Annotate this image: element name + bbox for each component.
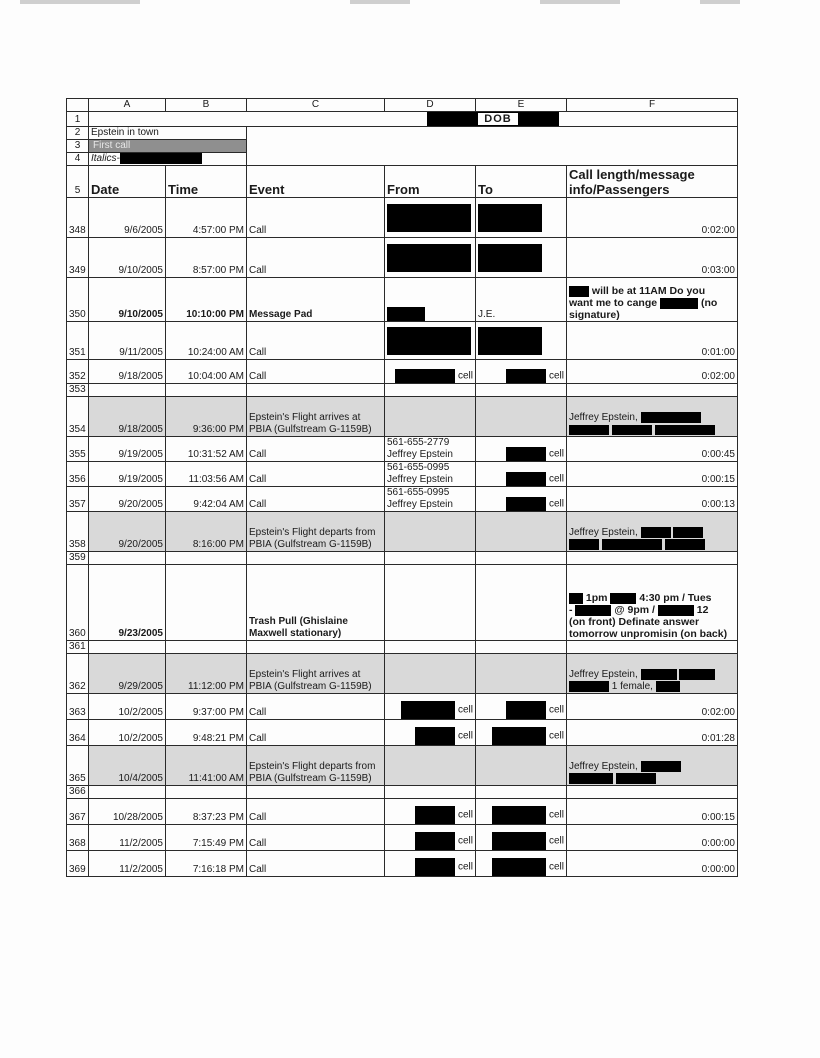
event-cell: Call [247,322,385,360]
info-cell: 0:00:15 [567,462,738,487]
date-cell: 9/19/2005 [89,462,166,487]
date-cell: 9/19/2005 [89,437,166,462]
time-cell: 4:57:00 PM [166,198,247,238]
corner-cell [67,99,89,112]
cell-label: cell [548,448,564,460]
message-text: (no [700,297,718,310]
legend-italics [89,153,247,166]
trash-note: 12 [696,604,709,617]
column-header-row [67,99,738,112]
row-number: 348 [67,198,89,238]
to-cell [476,825,567,851]
row-number: 367 [67,799,89,825]
table-row [67,384,738,397]
spreadsheet [66,98,738,877]
info-cell [567,746,738,786]
row-number: 352 [67,360,89,384]
table-row [67,360,738,384]
redaction [492,858,546,876]
to-cell [476,654,567,694]
event-cell: Call [247,198,385,238]
from-cell [385,654,476,694]
time-cell: 10:31:52 AM [166,437,247,462]
to-cell [476,694,567,720]
info-cell: 0:00:15 [567,799,738,825]
row-number: 369 [67,851,89,877]
row-number: 355 [67,437,89,462]
event-cell: Call [247,487,385,512]
cell-label: cell [548,730,564,742]
table-row [67,462,738,487]
to-cell [476,746,567,786]
cell-label: cell [548,835,564,847]
redaction [655,425,715,435]
row-number: 364 [67,720,89,746]
info-cell [567,565,738,641]
time-cell [166,565,247,641]
table-row [67,654,738,694]
event-cell: Call [247,720,385,746]
date-cell: 10/4/2005 [89,746,166,786]
redaction [569,286,589,297]
from-cell [385,825,476,851]
row-number: 5 [67,166,89,198]
table-row [67,198,738,238]
info-cell: 0:01:28 [567,720,738,746]
redaction [478,204,542,232]
message-text: will be at 11AM Do you [591,285,706,298]
header-date: Date [89,166,166,198]
info-cell: 0:02:00 [567,198,738,238]
time-cell: 9:36:00 PM [166,397,247,437]
passenger-text: Jeffrey Epstein, [569,761,638,772]
info-cell: 0:01:00 [567,322,738,360]
event-cell: Trash Pull (Ghislaine Maxwell stationary) [247,565,385,641]
from-cell [385,238,476,278]
table-row [67,512,738,552]
message-text: want me to cange [569,297,658,310]
column-header: E [476,99,567,112]
time-cell: 10:10:00 PM [166,278,247,322]
column-header: C [247,99,385,112]
redaction [506,369,546,383]
redaction [612,425,652,435]
redaction [415,806,455,824]
table-row [67,786,738,799]
row-number: 361 [67,641,89,654]
redaction [478,244,542,272]
cell-label: cell [548,370,564,382]
row-number: 368 [67,825,89,851]
passenger-text: Jeffrey Epstein, [569,527,638,538]
from-cell [385,397,476,437]
table-row [67,322,738,360]
passenger-text: Jeffrey Epstein, [569,412,638,424]
redaction [506,497,546,511]
redaction [387,244,471,272]
date-cell: 9/10/2005 [89,278,166,322]
date-cell: 9/6/2005 [89,198,166,238]
table-row [67,397,738,437]
time-cell: 10:24:00 AM [166,322,247,360]
row-number: 357 [67,487,89,512]
cell-label: cell [548,809,564,821]
row-number: 349 [67,238,89,278]
table-row [67,825,738,851]
row-number: 350 [67,278,89,322]
date-cell: 9/23/2005 [89,565,166,641]
row-number: 358 [67,512,89,552]
time-cell: 9:48:21 PM [166,720,247,746]
date-cell: 9/20/2005 [89,512,166,552]
redaction [569,593,583,604]
row-1 [67,112,738,127]
time-cell: 7:15:49 PM [166,825,247,851]
time-cell: 8:57:00 PM [166,238,247,278]
cell-label: cell [457,861,473,873]
redaction [519,112,559,126]
from-cell [385,694,476,720]
date-cell: 9/18/2005 [89,397,166,437]
redaction [641,669,677,680]
info-cell: 0:02:00 [567,360,738,384]
row-number: 2 [67,127,89,140]
phone-number: 561-655-2779 [387,437,450,449]
legend-epstein-in-town: Epstein in town [89,127,247,140]
redaction [679,669,715,680]
redaction [401,701,455,719]
to-cell [476,322,567,360]
row-number: 3 [67,140,89,153]
redaction [427,112,477,126]
column-header: F [567,99,738,112]
to-cell [476,437,567,462]
row-number: 354 [67,397,89,437]
info-cell: 0:00:45 [567,437,738,462]
table-row [67,437,738,462]
trash-note: (on front) Definate answer [569,616,700,629]
date-cell: 10/2/2005 [89,694,166,720]
from-cell [385,487,476,512]
table-row [67,851,738,877]
date-cell: 11/2/2005 [89,851,166,877]
redaction [569,425,609,435]
redaction [492,832,546,850]
date-cell: 9/29/2005 [89,654,166,694]
to-cell [476,565,567,641]
table-row [67,746,738,786]
cell-label: cell [548,861,564,873]
scan-artifact [20,0,140,4]
from-cell [385,720,476,746]
to-cell [476,512,567,552]
date-cell: 11/2/2005 [89,825,166,851]
redaction [506,447,546,461]
info-cell: 0:00:00 [567,825,738,851]
date-cell: 9/20/2005 [89,487,166,512]
legend-first-call-text: First call [93,140,131,151]
redaction [641,412,701,423]
redaction [387,204,471,232]
redaction [506,472,546,486]
redaction [575,605,611,616]
to-cell [476,720,567,746]
row-number: 353 [67,384,89,397]
info-cell [567,278,738,322]
info-cell [567,397,738,437]
legend-first-call [89,140,247,153]
row-number: 4 [67,153,89,166]
header-from: From [385,166,476,198]
row-number: 356 [67,462,89,487]
redaction [569,539,599,550]
dob-label: DOB [477,112,518,126]
scan-artifact [700,0,740,4]
table-row [67,238,738,278]
time-cell: 9:37:00 PM [166,694,247,720]
redaction [616,773,656,784]
event-cell: Epstein's Flight arrives at PBIA (Gulfstream G-1159B) [247,654,385,694]
redaction [387,327,471,355]
header-time: Time [166,166,247,198]
cell-label: cell [548,498,564,510]
event-cell: Call [247,799,385,825]
trash-note: - [569,604,573,617]
from-cell [385,799,476,825]
info-cell: 0:00:13 [567,487,738,512]
cell-label: cell [457,704,473,716]
time-cell: 7:16:18 PM [166,851,247,877]
row-5-headers [67,166,738,198]
redaction [506,701,546,719]
time-cell: 11:03:56 AM [166,462,247,487]
redaction [660,298,698,309]
trash-note: @ 9pm / [614,604,655,617]
legend-blank [247,127,738,166]
column-header: B [166,99,247,112]
cell-label: cell [457,835,473,847]
cell-label: cell [548,473,564,485]
info-cell [567,512,738,552]
redaction [673,527,703,538]
event-cell: Message Pad [247,278,385,322]
phone-number: 561-655-0995 [387,487,450,499]
column-header: A [89,99,166,112]
redaction [387,307,425,321]
table-row [67,487,738,512]
redaction [656,681,680,692]
from-cell [385,322,476,360]
to-cell [476,799,567,825]
time-cell: 8:16:00 PM [166,512,247,552]
table-row [67,278,738,322]
table-row [67,565,738,641]
from-cell [385,851,476,877]
date-cell: 10/2/2005 [89,720,166,746]
to-cell [476,198,567,238]
redaction [415,858,455,876]
from-cell [385,512,476,552]
date-cell: 10/28/2005 [89,799,166,825]
message-text: signature) [569,309,620,322]
redaction [602,539,662,550]
to-cell [476,360,567,384]
passenger-text: Jeffrey Epstein, [569,669,638,680]
row-number: 359 [67,552,89,565]
table-row [67,552,738,565]
date-cell: 9/10/2005 [89,238,166,278]
redaction [415,727,455,745]
legend-italics-text: Italics- [91,153,120,165]
time-cell: 11:12:00 PM [166,654,247,694]
caller-name: Jeffrey Epstein [387,474,453,486]
redaction [569,681,609,692]
from-cell [385,462,476,487]
to-cell [476,851,567,877]
to-cell [476,462,567,487]
event-cell: Epstein's Flight arrives at PBIA (Gulfstream G-1159B) [247,397,385,437]
row-number: 351 [67,322,89,360]
info-cell: 0:03:00 [567,238,738,278]
dob-cell [89,112,738,127]
scan-artifact [350,0,410,4]
table-row [67,799,738,825]
redaction [641,761,681,772]
cell-label: cell [457,809,473,821]
event-cell: Call [247,825,385,851]
time-cell: 8:37:23 PM [166,799,247,825]
row-number: 362 [67,654,89,694]
date-cell: 9/11/2005 [89,322,166,360]
row-number: 365 [67,746,89,786]
info-cell: 0:02:00 [567,694,738,720]
redaction [641,527,671,538]
caller-name: Jeffrey Epstein [387,449,453,461]
header-info: Call length/message info/Passengers [567,166,738,198]
row-number: 360 [67,565,89,641]
passenger-text: 1 female, [611,681,653,693]
redaction [569,773,613,784]
redaction [610,593,636,604]
table-row [67,641,738,654]
info-cell [567,654,738,694]
cell-label: cell [457,370,473,382]
event-cell: Call [247,238,385,278]
trash-note: 1pm [585,592,608,605]
from-cell [385,746,476,786]
row-2 [67,127,738,140]
to-cell: J.E. [476,278,567,322]
redaction [492,727,546,745]
info-cell: 0:00:00 [567,851,738,877]
row-number: 363 [67,694,89,720]
redaction [492,806,546,824]
cell-label: cell [457,730,473,742]
from-cell [385,565,476,641]
phone-number: 561-655-0995 [387,462,450,474]
event-cell: Call [247,437,385,462]
redaction [415,832,455,850]
header-to: To [476,166,567,198]
to-cell [476,487,567,512]
from-cell [385,278,476,322]
from-cell [385,198,476,238]
redaction [478,327,542,355]
to-cell [476,397,567,437]
trash-note: tomorrow unpromisin (on back) [569,628,728,641]
scan-artifact [540,0,620,4]
event-cell: Epstein's Flight departs from PBIA (Gulfstream G-1159B) [247,746,385,786]
date-cell: 9/18/2005 [89,360,166,384]
table-row [67,694,738,720]
table-row [67,720,738,746]
caller-name: Jeffrey Epstein [387,499,453,511]
time-cell: 9:42:04 AM [166,487,247,512]
event-cell: Call [247,462,385,487]
redaction [665,539,705,550]
trash-note: 4:30 pm / Tues [639,592,712,605]
time-cell: 10:04:00 AM [166,360,247,384]
cell-label: cell [548,704,564,716]
event-cell: Call [247,360,385,384]
to-cell [476,238,567,278]
event-cell: Call [247,694,385,720]
from-cell [385,360,476,384]
redaction [120,153,202,164]
header-event: Event [247,166,385,198]
event-cell: Call [247,851,385,877]
row-number: 366 [67,786,89,799]
time-cell: 11:41:00 AM [166,746,247,786]
redaction [395,369,455,383]
event-cell: Epstein's Flight departs from PBIA (Gulfstream G-1159B) [247,512,385,552]
from-cell [385,437,476,462]
redaction [658,605,694,616]
column-header: D [385,99,476,112]
row-number: 1 [67,112,89,127]
